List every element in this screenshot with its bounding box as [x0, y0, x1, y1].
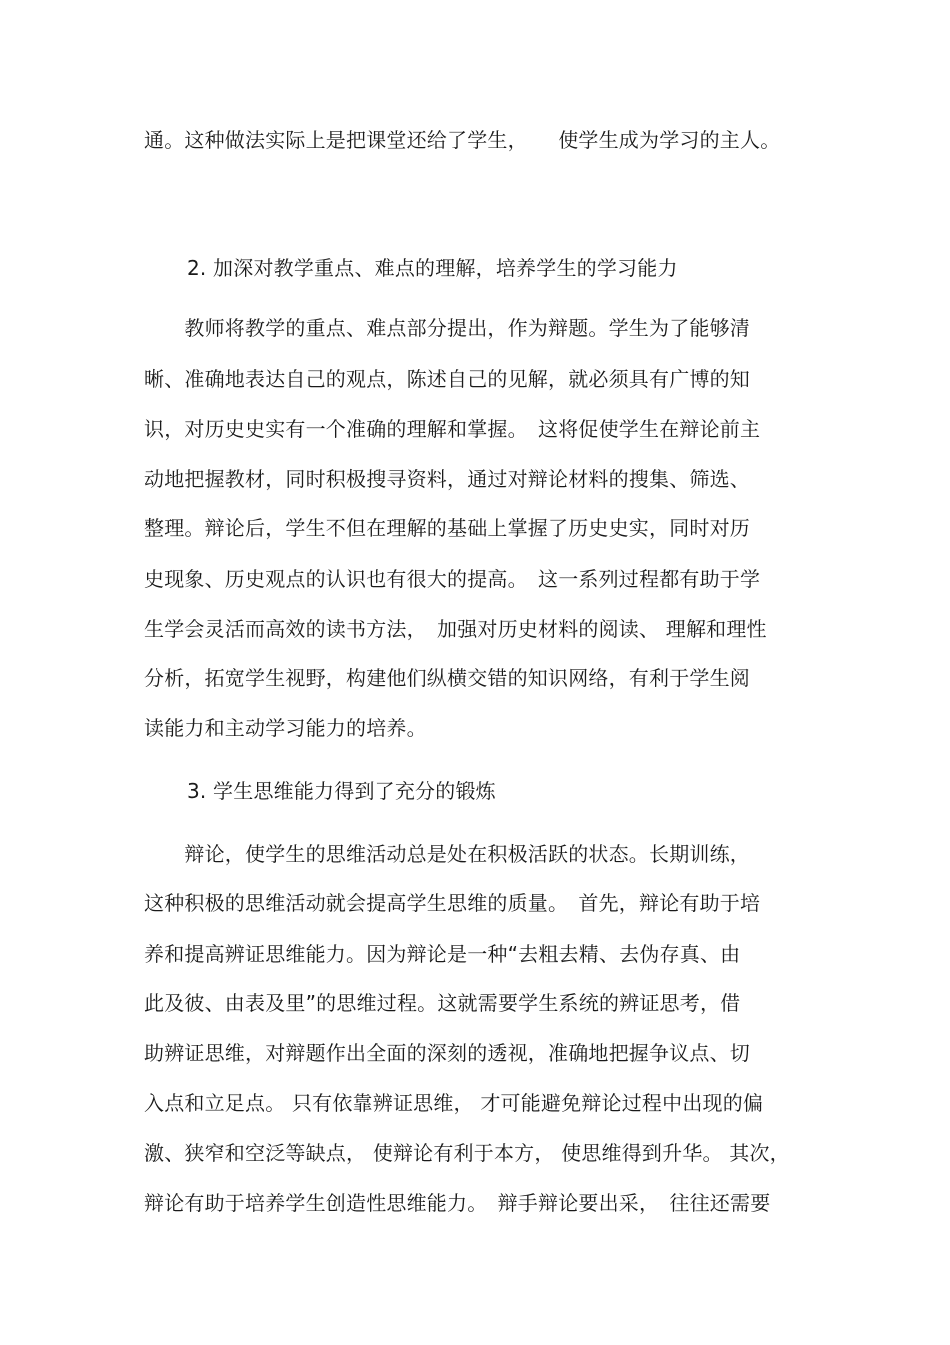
- paragraph-line: 读能力和主动学习能力的培养。: [144, 716, 427, 740]
- paragraph-line: 养和提高辨证思维能力。因为辩论是一种“去粗去精、去伪存真、由: [144, 942, 741, 966]
- paragraph-line: 史现象、历史观点的认识也有很大的提高。 这一系列过程都有助于学: [144, 567, 761, 591]
- paragraph-line: 整理。辩论后，学生不但在理解的基础上掌握了历史史实，同时对历: [144, 516, 750, 540]
- section-heading: 3. 学生思维能力得到了充分的锻炼: [187, 779, 496, 803]
- paragraph-line: 激、狭窄和空泛等缺点， 使辩论有利于本方， 使思维得到升华。 其次，: [144, 1141, 790, 1165]
- paragraph-line: 辩论，使学生的思维活动总是处在积极活跃的状态。长期训练，: [144, 842, 750, 866]
- paragraph-line: 动地把握教材，同时积极搜寻资料，通过对辩论材料的搜集、筛选、: [144, 467, 750, 491]
- paragraph-line: 生学会灵活而高效的读书方法， 加强对历史材料的阅读、 理解和理性: [144, 617, 767, 641]
- section-heading: 2. 加深对教学重点、难点的理解，培养学生的学习能力: [187, 256, 678, 280]
- paragraph-line: 识，对历史史实有一个准确的理解和掌握。 这将促使学生在辩论前主: [144, 417, 761, 441]
- paragraph-line: 晰、准确地表达自己的观点，陈述自己的见解，就必须具有广博的知: [144, 367, 750, 391]
- paragraph-line: 助辨证思维，对辩题作出全面的深刻的透视，准确地把握争议点、切: [144, 1041, 750, 1065]
- paragraph-line: 分析，拓宽学生视野，构建他们纵横交错的知识网络，有利于学生阅: [144, 666, 750, 690]
- paragraph-line: 通。这种做法实际上是把课堂还给了学生， 使学生成为学习的主人。: [144, 128, 781, 152]
- paragraph-line: 教师将教学的重点、难点部分提出，作为辩题。学生为了能够清: [144, 316, 750, 340]
- paragraph-line: 辩论有助于培养学生创造性思维能力。 辩手辩论要出采， 往往还需要: [144, 1191, 771, 1215]
- paragraph-line: 此及彼、由表及里”的思维过程。这就需要学生系统的辨证思考，借: [144, 991, 741, 1015]
- paragraph-line: 入点和立足点。 只有依靠辨证思维， 才可能避免辩论过程中出现的偏: [144, 1091, 764, 1115]
- paragraph-line: 这种积极的思维活动就会提高学生思维的质量。 首先，辩论有助于培: [144, 891, 761, 915]
